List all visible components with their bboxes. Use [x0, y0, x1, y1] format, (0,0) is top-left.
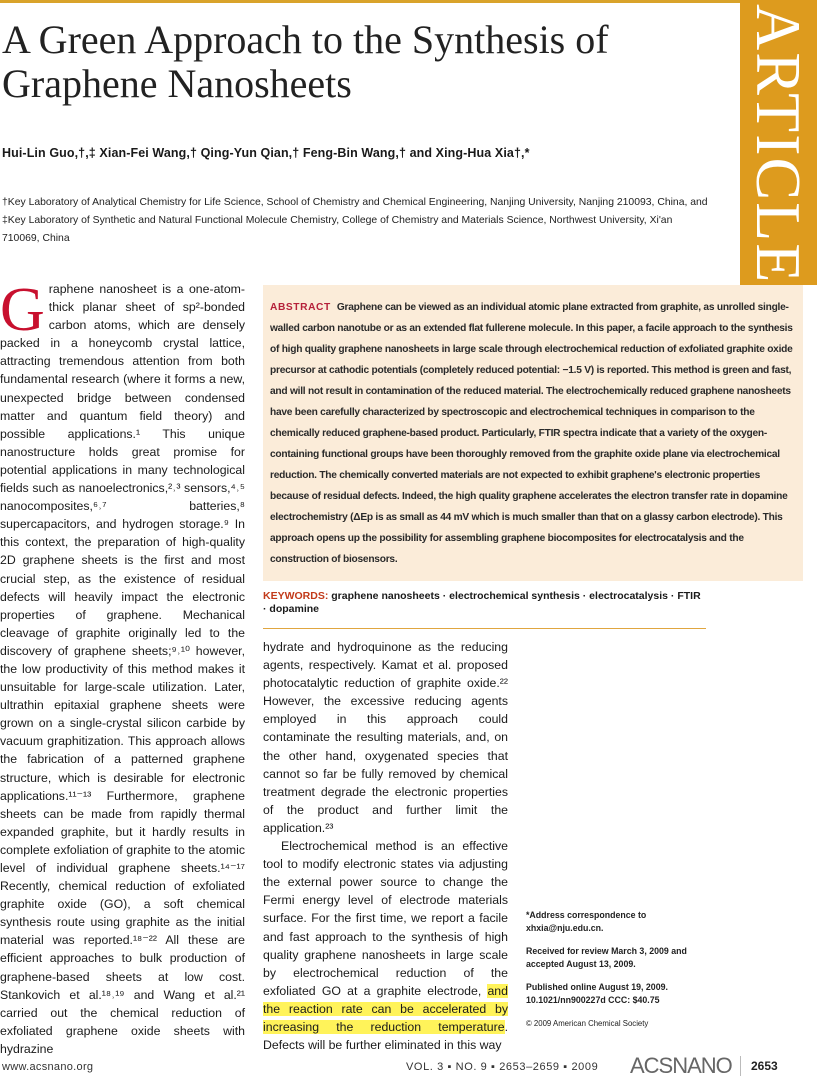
abstract-text: Graphene can be viewed as an individual atomic plane extracted from graphite, as unrolled single-walled carbon nanotube or as an extended flat fullerene molecule. In this paper, a facile approach to the synthesis of high quality graphene nanosheets in large scale through electrochemical reduction of exfoliated graphite oxide precursor at cathodic potentials (completely reduced potential: −1.5 V) is reported. This method is green and fast, and will not result in contamination of the reduced material. The electrochemically reduced graphene nanosheets have been carefully characterized by spectroscopic and electrochemical techniques in comparison to the chemically reduced graphene-based product. Particularly, FTIR spectra indicate that a variety of the oxygen-containing functional groups have been thoroughly removed from the graphite oxide plane via electrochemical reduction. The chemically converted materials are not expected to exhibit graphene's electronic properties because of residual defects. Indeed, the high quality graphene accelerates the electron transfer rate in dopamine electrochemistry (ΔEp is as small as 44 mV which is much smaller than that on a glassy carbon electrode). This approach opens up the possibility for assembling graphene biocomposites for electrocatalysis and the construction of biosensors.	[270, 302, 793, 565]
article-type-tab	[740, 0, 817, 285]
author-list: Hui-Lin Guo,†,‡ Xian-Fei Wang,† Qing-Yun Qian,† Feng-Bin Wang,† and Xing-Hua Xia†,*	[2, 146, 530, 160]
copyright: © 2009 American Chemical Society	[526, 1019, 649, 1028]
page-number: 2653	[751, 1059, 778, 1073]
drop-cap: G	[0, 276, 45, 344]
paragraph	[263, 837, 508, 1054]
keywords	[263, 590, 703, 616]
footer-divider	[740, 1056, 741, 1076]
abstract-text-block	[270, 297, 795, 570]
keywords-divider	[263, 628, 706, 629]
journal-logo: ACSNANO	[630, 1053, 732, 1078]
affiliations: †Key Laboratory of Analytical Chemistry for Life Science, School of Chemistry and Chemical Engineering, Nanjing University, Nanjing 210093, China, and ‡Key Laboratory of Synthetic and Natural Functional Molecule Chemistry, College of Chemistry and Materials Science, Northwest University, Xi'an 710069, China	[2, 197, 708, 244]
correspondence-address: *Address correspondence to xhxia@nju.edu.cn.	[526, 910, 647, 933]
footer-url[interactable]: www.acsnano.org	[2, 1061, 94, 1073]
paragraph: hydrate and hydroquinone as the reducing agents, respectively. Kamat et al. proposed photocatalytic reduction of graphite oxide.²² However, the excessive reducing agents employed in this approach could contaminate the resulting materials, and, on the other hand, oxygenated species that cannot so far be fully removed by chemical treatment degrade the electronic properties of the product and further limit the application.²³	[263, 640, 508, 835]
body-column-1	[0, 276, 245, 1058]
top-rule	[0, 0, 740, 3]
footer-citation: VOL. 3 ▪ NO. 9 ▪ 2653–2659 ▪ 2009	[406, 1061, 599, 1073]
keywords-label: KEYWORDS:	[263, 590, 329, 602]
article-title: A Green Approach to the Synthesis of Graphene Nanosheets	[2, 17, 609, 106]
highlighted-text[interactable]: and the reaction rate can be accelerated by increasing the reduction temperature	[263, 983, 508, 1034]
body-column-2	[263, 638, 508, 1054]
correspondence-info	[526, 909, 726, 1030]
abstract-label: ABSTRACT	[270, 302, 331, 313]
publication-info: Published online August 19, 2009. 10.1021/nn900227d CCC: $40.75	[526, 982, 668, 1005]
keywords-text: graphene nanosheets · electrochemical synthesis · electrocatalysis · FTIR · dopamine	[263, 590, 701, 615]
paragraph-text: Electrochemical method is an effective tool to modify electronic states via adjusting the external power source to change the Fermi energy level of electrode materials surface. For the first time, we report a facile and fast approach to the synthesis of high quality graphene nanosheets in large scale by electrochemical reduction of the exfoliated GO at a graphite electrode,	[263, 839, 508, 998]
paragraph-text: . Defects will be further eliminated in this way	[263, 1019, 508, 1053]
received-dates: Received for review March 3, 2009 and accepted August 13, 2009.	[526, 946, 687, 969]
article-type-label: ARTICLE	[743, 4, 814, 285]
abstract-box	[263, 285, 803, 581]
body-text-col1: raphene nanosheet is a one-atom-thick planar sheet of sp²-bonded carbon atoms, which are densely packed in a honeycomb crystal lattice, attracting tremendous attention from both fundamental research (where it forms a new, unexpected bridge between condensed matter and quantum field theory) and possible applications.¹ This unique nanostructure holds great promise for potential applications in many technological fields such as nanoelectronics,²˒³ sensors,⁴˒⁵ nanocomposites,⁶˒⁷ batteries,⁸ supercapacitors, and hydrogen storage.⁹ In this context, the preparation of high-quality 2D graphene sheets is the first and most crucial step, as the existence of residual defects will heavily impact the electronic properties of graphene. Mechanical cleavage of graphite originally led to the discovery of graphene sheets;⁹˒¹⁰ however, the low productivity of this method makes it unsuitable for large-scale utilization. Later, ultrathin epitaxial graphene sheets were grown on a single-crystal silicon carbide by vacuum graphitization. This approach allows the fabrication of a patterned graphene structure, which is desirable for electronic applications.¹¹⁻¹³ Furthermore, graphene sheets can be made from rapidly thermal expanded graphite, but it hardly results in complete exfoliation of graphite to the atomic level of individual graphene sheets.¹⁴⁻¹⁷ Recently, chemical reduction of exfoliated graphite oxide (GO), a soft chemical synthesis route using graphite as the initial material was reported.¹⁸⁻²² All these are efficient approaches to bulk production of graphene-based sheets at low cost. Stankovich et al.¹⁸˒¹⁹ and Wang et al.²¹ carried out the chemical reduction of exfoliated graphene oxide sheets with hydrazine	[0, 282, 245, 1056]
